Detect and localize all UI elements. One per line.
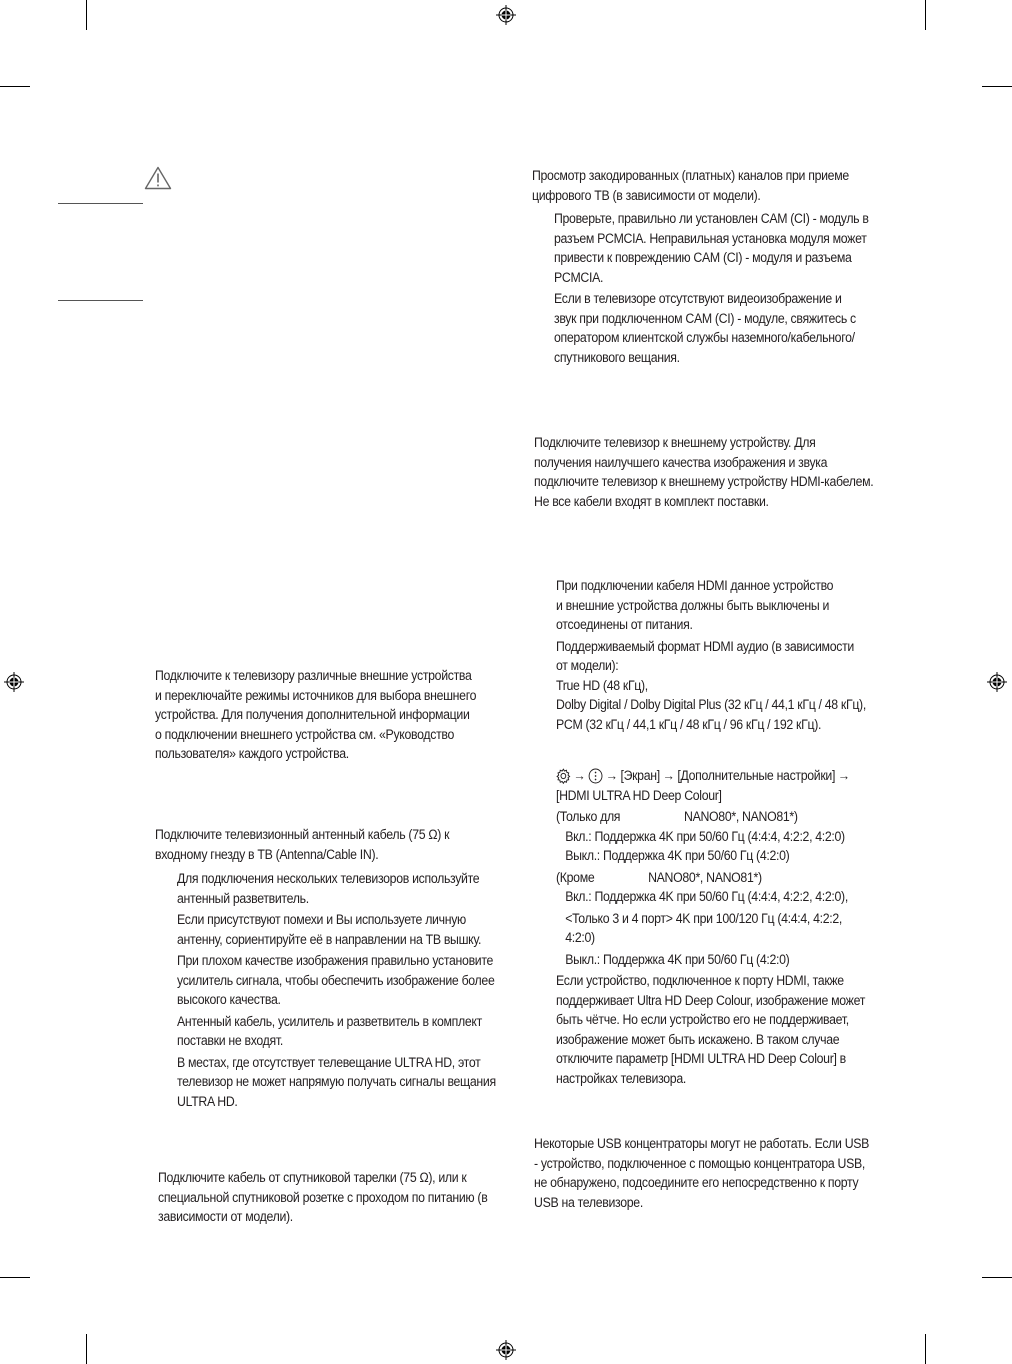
text-line: Поддерживаемый формат HDMI аудио (в зависимости bbox=[556, 638, 854, 654]
deep-colour-note bbox=[556, 971, 865, 1088]
text-line: антенный разветвитель. bbox=[177, 890, 309, 906]
text-line: устройства. Для получения дополнительной информации bbox=[155, 707, 470, 722]
crop-mark-top-left-h bbox=[0, 86, 30, 87]
text-line: подключите телевизор к внешнему устройству HDMI-кабелем. bbox=[534, 474, 874, 489]
crop-mark-bottom-right-h bbox=[982, 1277, 1012, 1278]
text-line: от модели): bbox=[556, 658, 619, 673]
text-line: поддерживает Ultra HD Deep Colour, изображение может bbox=[556, 992, 866, 1008]
text-line: и переключайте режимы источников для выбора внешнего bbox=[155, 687, 477, 703]
note-item bbox=[177, 869, 496, 908]
cam-intro bbox=[532, 166, 849, 205]
note-item bbox=[554, 289, 869, 367]
crop-mark-bottom-right-v bbox=[925, 1334, 926, 1364]
text-line: PCM (32 кГц / 44,1 кГц / 48 кГц / 96 кГц / 192 кГц). bbox=[556, 716, 822, 732]
registration-mark-icon bbox=[496, 1340, 516, 1360]
hdmi-notes bbox=[556, 576, 866, 734]
model-list: NANO80*, NANO81*) bbox=[683, 809, 798, 824]
hdmi-intro-paragraph bbox=[534, 433, 873, 511]
crop-mark-top-right-h bbox=[982, 86, 1012, 87]
text-line: При плохом качестве изображения правильно установите bbox=[177, 953, 494, 968]
text-line: - устройство, подключенное с помощью концентратора USB, bbox=[534, 1155, 865, 1171]
arrow: → bbox=[573, 768, 586, 783]
text-line: <Только 3 и 4 порт> 4K при 100/120 Гц (4:4:4, 4:2:2, bbox=[565, 910, 843, 926]
text-line: Подключите кабель от спутниковой тарелки (75 Ω), или к bbox=[158, 1170, 467, 1185]
text-line: отключите параметр [HDMI ULTRA HD Deep Colour] в bbox=[556, 1051, 846, 1066]
antenna-notes bbox=[177, 869, 496, 1111]
note-item bbox=[177, 910, 496, 949]
text-line: Подключите телевизор к внешнему устройству. Для bbox=[534, 435, 816, 450]
text-line: цифрового ТВ (в зависимости от модели). bbox=[532, 187, 761, 203]
text-line: Некоторые USB концентраторы могут не работать. Если USB bbox=[534, 1136, 870, 1151]
text-line: получения наилучшего качества изображения и звука bbox=[534, 454, 828, 470]
text-line: ULTRA HD. bbox=[177, 1093, 238, 1109]
caution-rule-bottom bbox=[58, 300, 143, 301]
text-line: Просмотр закодированных (платных) каналов при приеме bbox=[532, 168, 849, 183]
three-dots-circle-icon bbox=[588, 768, 603, 784]
text-line: 4:2:0) bbox=[565, 930, 595, 945]
text-line: звук при подключенном CAM (CI) - модуле, свяжитесь с bbox=[554, 310, 856, 326]
text-line: спутникового вещания. bbox=[554, 349, 680, 365]
crop-mark-top-right-v bbox=[925, 0, 926, 30]
text-line: оператором клиентской службы наземного/кабельного/ bbox=[554, 330, 855, 345]
registration-mark-icon bbox=[4, 672, 24, 692]
caution-rule-top bbox=[58, 203, 143, 204]
text-line: Выкл.: Поддержка 4K при 50/60 Гц (4:2:0) bbox=[565, 848, 790, 863]
note-item bbox=[554, 209, 869, 287]
note-item bbox=[177, 1053, 496, 1112]
text-line: быть чётче. Но если устройство его не поддерживает, bbox=[556, 1012, 849, 1027]
registration-mark-icon bbox=[987, 672, 1007, 692]
text-line: Если в телевизоре отсутствуют видеоизображение и bbox=[554, 291, 842, 306]
except-block bbox=[556, 868, 865, 970]
text-line: входному гнезду в ТВ (Antenna/Cable IN). bbox=[155, 846, 379, 862]
text-line: USB на телевизоре. bbox=[534, 1194, 643, 1210]
menu-path-additional-settings: [Дополнительные настройки] bbox=[677, 768, 836, 783]
text-line: изображение может быть искажено. В таком случае bbox=[556, 1031, 840, 1047]
text-line: True HD (48 кГц), bbox=[556, 677, 648, 693]
text-line: разъем PCMCIA. Неправильная установка модуля может bbox=[554, 230, 867, 246]
text-line: не обнаружено, подсоедините его непосредственно к порту bbox=[534, 1175, 859, 1190]
text-line: Если устройство, подключенное к порту HDMI, также bbox=[556, 973, 844, 988]
text-line: высокого качества. bbox=[177, 992, 281, 1007]
text-line: Dolby Digital / Dolby Digital Plus (32 кГц / 44,1 кГц / 48 кГц), bbox=[556, 697, 866, 712]
only-for-header bbox=[556, 807, 865, 827]
text-line: Для подключения нескольких телевизоров используйте bbox=[177, 871, 480, 886]
note-audio bbox=[556, 637, 866, 735]
text-line: усилитель сигнала, чтобы обеспечить изображение более bbox=[177, 972, 495, 988]
text-line: Выкл.: Поддержка 4K при 50/60 Гц (4:2:0) bbox=[565, 951, 790, 967]
crop-mark-bottom-left-v bbox=[86, 1334, 87, 1364]
usb-paragraph bbox=[534, 1134, 869, 1212]
external-devices-paragraph bbox=[155, 666, 476, 764]
menu-path-deep-colour: [HDMI ULTRA HD Deep Colour] bbox=[556, 787, 722, 803]
text-line: настройках телевизора. bbox=[556, 1070, 686, 1086]
arrow: → bbox=[837, 768, 850, 783]
registration-mark-icon bbox=[496, 5, 516, 25]
text-line: поставки не входят. bbox=[177, 1033, 283, 1048]
text-line: При подключении кабеля HDMI данное устройство bbox=[556, 578, 834, 593]
model-list: NANO80*, NANO81*) bbox=[648, 869, 762, 885]
text-line: зависимости от модели). bbox=[158, 1209, 293, 1224]
text-line: Подключите телевизионный антенный кабель (75 Ω) к bbox=[155, 827, 450, 842]
only-for-block bbox=[556, 807, 865, 866]
note-power bbox=[556, 576, 866, 635]
text-line: В местах, где отсутствует телевещание ULTRA HD, этот bbox=[177, 1054, 481, 1070]
gear-icon bbox=[556, 768, 571, 784]
text-line: (Кроме bbox=[556, 869, 595, 885]
except-header bbox=[556, 868, 865, 888]
text-line: PCMCIA. bbox=[554, 269, 604, 285]
text-line: о подключении внешнего устройства см. «Руководство bbox=[155, 726, 455, 742]
text-line: Вкл.: Поддержка 4K при 50/60 Гц (4:4:4, 4:2:2, 4:2:0), bbox=[565, 889, 848, 904]
arrow: → bbox=[662, 768, 675, 783]
text-line: Подключите к телевизору различные внешние устройства bbox=[155, 668, 472, 683]
antenna-intro bbox=[155, 825, 449, 864]
satellite-paragraph bbox=[158, 1168, 487, 1227]
note-item bbox=[177, 951, 496, 1010]
text-line: отсоединены от питания. bbox=[556, 617, 693, 632]
note-item bbox=[177, 1012, 496, 1051]
text-line: антенну, сориентируйте её в направлении на ТВ вышку. bbox=[177, 931, 482, 947]
arrow: → bbox=[605, 768, 618, 783]
crop-mark-top-left-v bbox=[86, 0, 87, 30]
text-line: телевизор не может напрямую получать сигналы вещания bbox=[177, 1074, 496, 1089]
text-line: и внешние устройства должны быть выключены и bbox=[556, 597, 830, 613]
text-line: привести к повреждению CAM (CI) - модуля и разъема bbox=[554, 250, 852, 265]
text-line: пользователя» каждого устройства. bbox=[155, 746, 349, 761]
text-line: Антенный кабель, усилитель и разветвитель в комплект bbox=[177, 1013, 482, 1029]
text-line: специальной спутниковой розетке с проходом по питанию (в bbox=[158, 1189, 488, 1205]
settings-path bbox=[556, 766, 865, 786]
menu-path-screen: [Экран] bbox=[620, 768, 660, 783]
crop-mark-bottom-left-h bbox=[0, 1277, 30, 1278]
cam-notes bbox=[554, 209, 869, 367]
warning-triangle-icon bbox=[144, 166, 172, 190]
deep-colour-section bbox=[556, 766, 865, 1088]
text-line: Не все кабели входят в комплект поставки. bbox=[534, 493, 769, 509]
text-line: Если присутствуют помехи и Вы используете личную bbox=[177, 912, 466, 927]
text-line: Вкл.: Поддержка 4K при 50/60 Гц (4:4:4, 4:2:2, 4:2:0) bbox=[565, 828, 845, 844]
text-line: (Только для bbox=[556, 809, 621, 824]
text-line: Проверьте, правильно ли установлен CAM (CI) - модуль в bbox=[554, 211, 869, 226]
